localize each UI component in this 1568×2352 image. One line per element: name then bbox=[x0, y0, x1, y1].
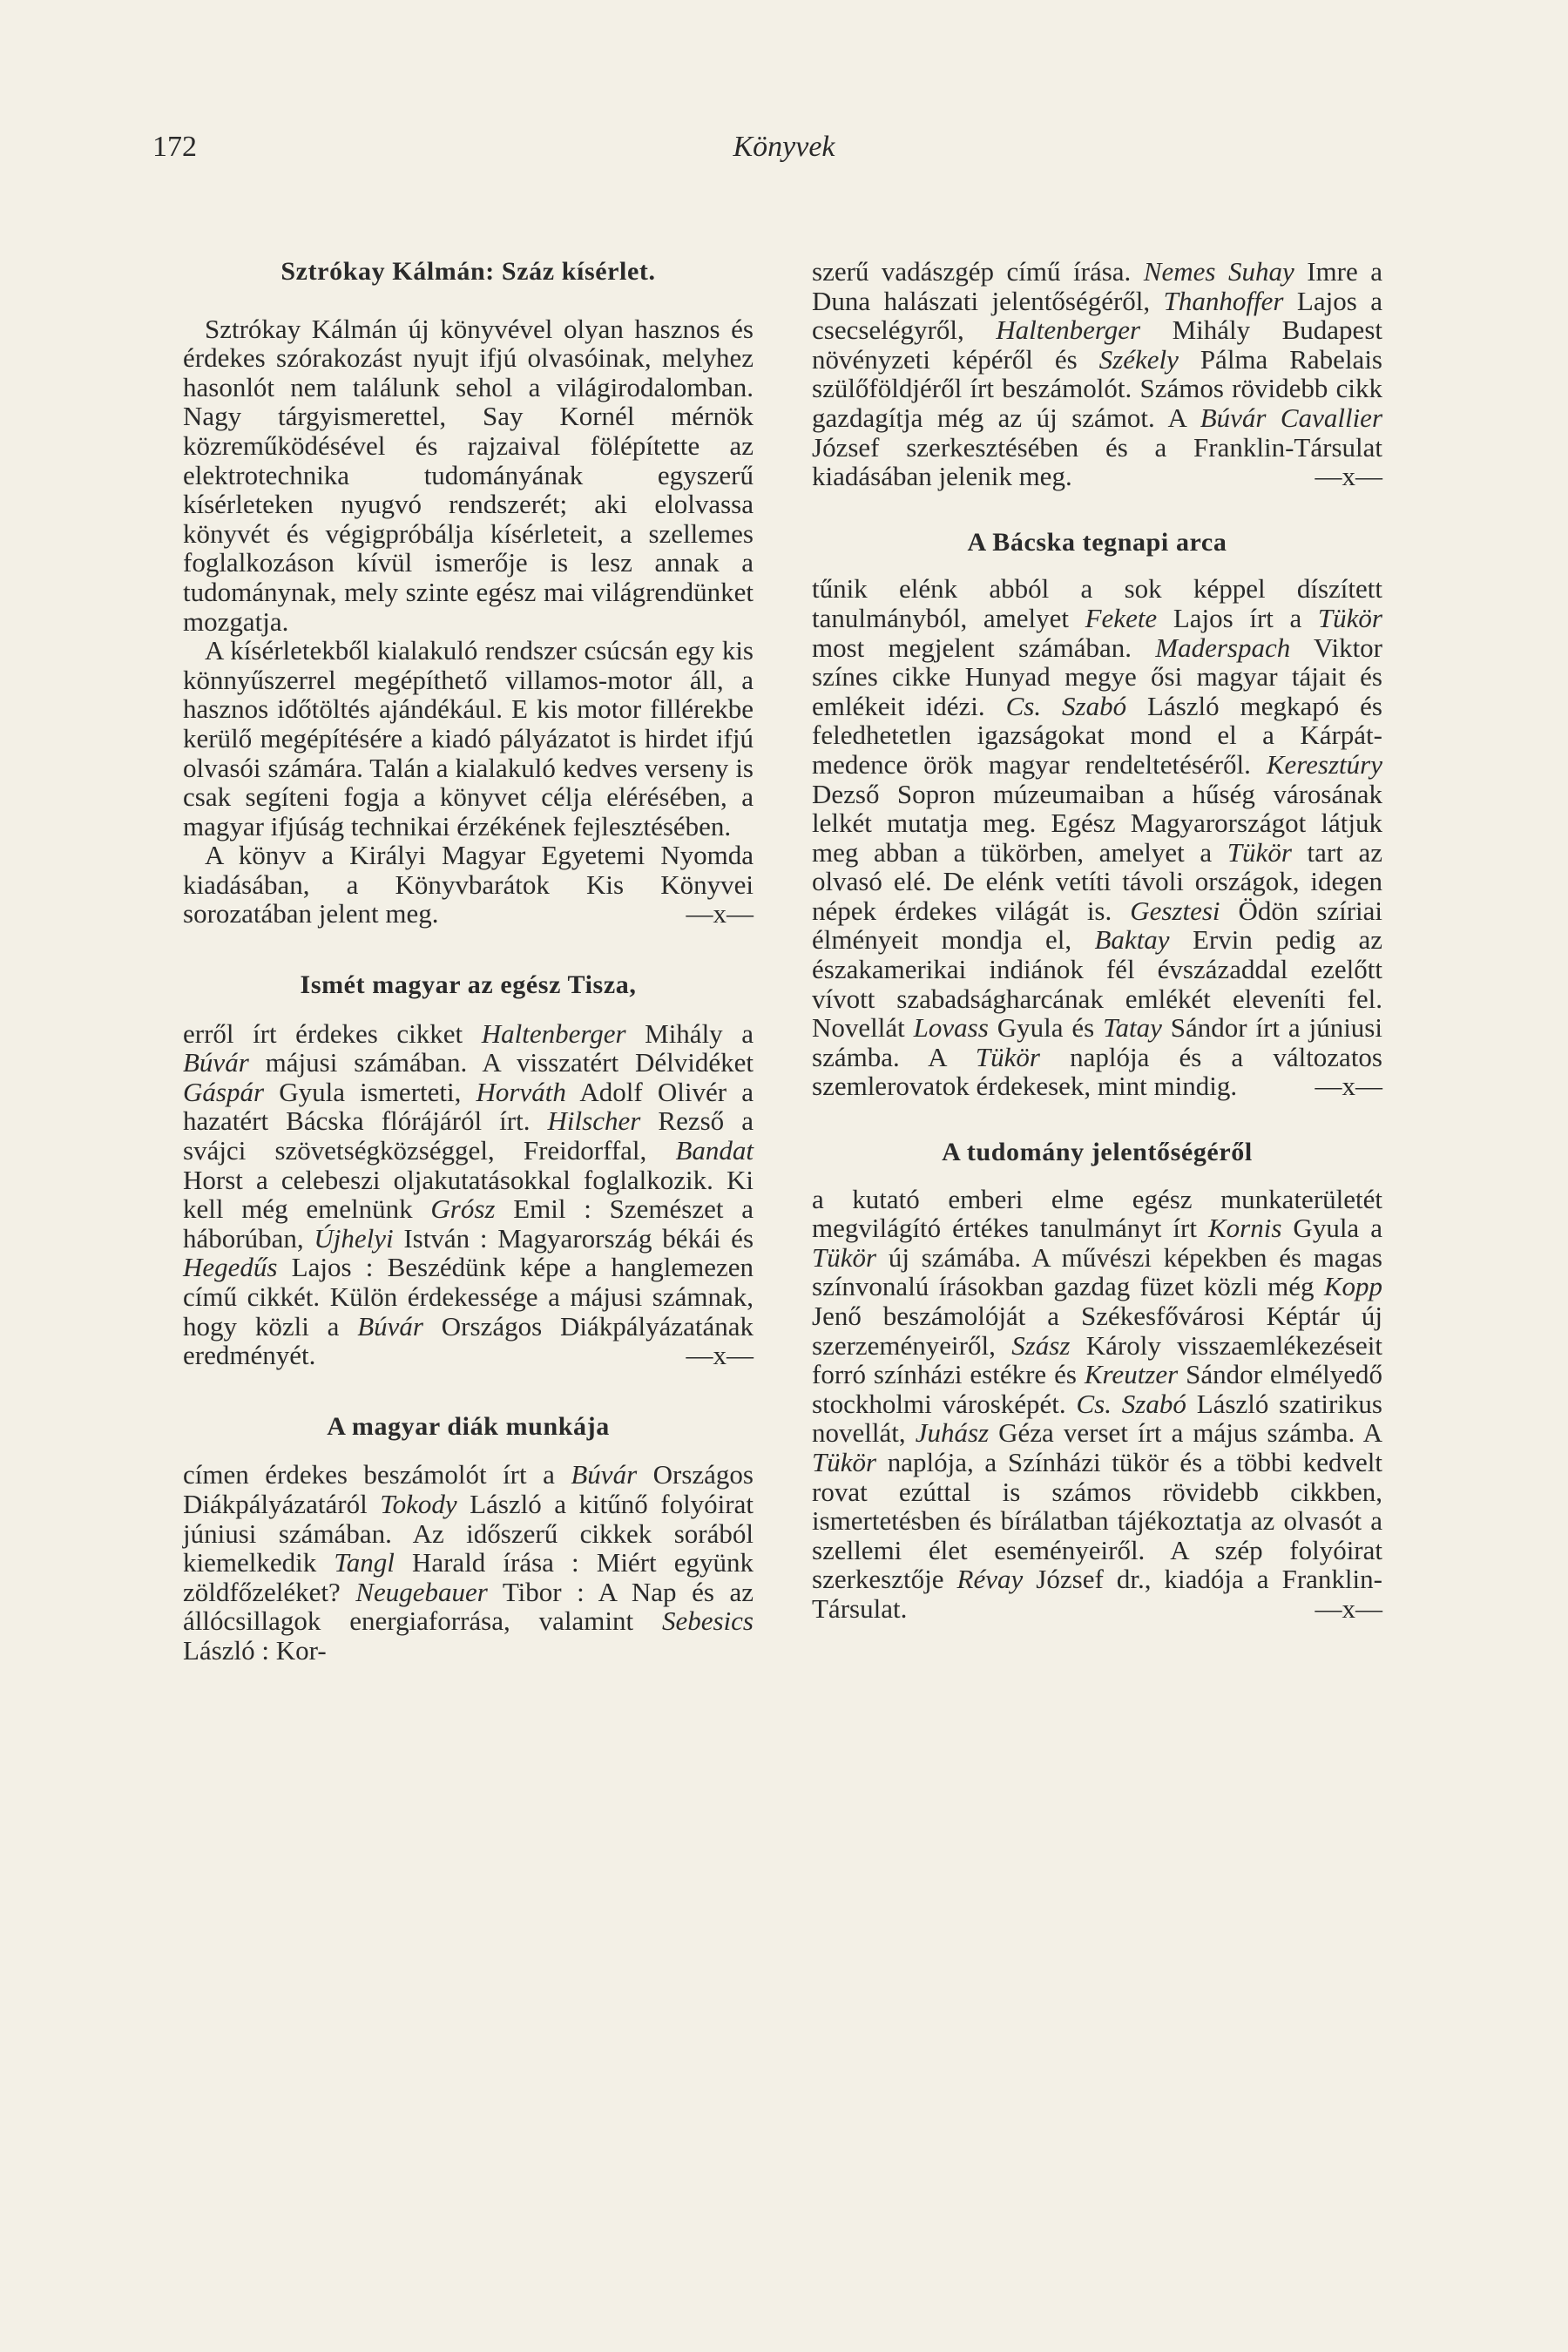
end-mark: —x— bbox=[686, 898, 754, 929]
paragraph: címen érdekes beszámolót írt a Búvár Országos Diákpályázatáról Tokody László a kitűnő folyóirat júniusi számában. Az időszerű cikkek sorából kiemelkedik Tangl Harald írása : Miért együnk zöldfőzeléket? Neugebauer Tibor : A Nap és az állócsillagok energiaforrása, valamint Sebesics László : Kor- bbox=[183, 1459, 754, 1666]
article-title-bacska: A Bácska tegnapi arca bbox=[967, 527, 1227, 557]
right-column bbox=[812, 257, 1382, 1624]
paragraph: szerű vadászgép című írása. Nemes Suhay Imre a Duna halászati jelentőségéről, Thanhoffer Lajos a csecselégyről, Haltenberger Mihály Budapest növényzeti képéről és Székely Pálma Rabelais szülőföldjéről írt beszámolót. Számos rövidebb cikk gazdagítja még az új számot. A Búvár Cavallier József szerkesztésében és a Franklin-Társulat kiadásában jelenik meg. —x— bbox=[812, 256, 1383, 492]
page-number: 172 bbox=[152, 131, 197, 163]
paragraph: erről írt érdekes cikket Haltenberger Mihály a Búvár májusi számában. A visszatért Délvidéket Gáspár Gyula ismerteti, Horváth Adolf Olivér a hazatért Bácska flórájáról írt. Hilscher Rezső a svájci szövetségközséggel, Freidorffal, Bandat Horst a celebeszi oljakutatásokkal foglalkozik. Ki kell még emelnünk Grósz Emil : Szemészet a háborúban, Újhelyi István : Magyarország békái és Hegedűs Lajos : Beszédünk képe a hanglemezen című cikkét. Külön érdekessége a májusi számnak, hogy közli a Búvár Országos Diákpályázatának eredményét. —x— bbox=[183, 1017, 754, 1371]
end-mark: —x— bbox=[1315, 461, 1382, 492]
end-mark: —x— bbox=[1315, 1071, 1382, 1102]
paragraph: A könyv a Királyi Magyar Egyetemi Nyomda kiadásában, a Könyvbarátok Kis Könyvei sorozatában jelent meg. —x— bbox=[183, 840, 754, 929]
paragraph: tűnik elénk abból a sok képpel díszített tanulmányból, amelyet Fekete Lajos írt a Tükör most megjelent számában. Maderspach Viktor színes cikke Hunyad megye ősi magyar tájait és emlékeit idézi. Cs. Szabó László megkapó és feledhetetlen igazságokat mond el a Kárpát-medence örök magyar rendeltetéséről. Keresztúry Dezső Sopron múzeumaiban a hűség városának lelkét mutatja meg. Egész Magyarországot látjuk meg abban a tükörben, amelyet a Tükör tart az olvasó elé. De elénk vetíti távoli országok, idegen népek érdekes világát is. Gesztesi Ödön szíriai élményeit mondja el, Baktay Ervin pedig az északamerikai indiánok fél évszázaddal ezelőtt vívott szabadságharcának emlékét eleveníti fel. Novellát Lovass Gyula és Tatay Sándor írt a júniusi számba. A Tükör naplója és a változatos szemlerovatok érdekesek, mint mindig. —x— bbox=[812, 573, 1383, 1102]
running-title: Könyvek bbox=[733, 131, 835, 163]
article-title-tudomany: A tudomány jelentőségéről bbox=[942, 1138, 1253, 1167]
paragraph: a kutató emberi elme egész munkaterületét megvilágító értékes tanulmányt írt Kornis Gyula a Tükör új számába. A művészi képekben és magas színvonalú írásokban gazdag füzet közli még Kopp Jenő beszámolóját a Székesfővárosi Képtár új szerzeményeiről, Szász Károly visszaemlékezéseit forró színházi estékre és Kreutzer Sándor elmélyedő stockholmi városképét. Cs. Szabó László szatirikus novellát, Juhász Géza verset írt a május számba. A Tükör naplója, a Színházi tükör és a többi kedvelt rovat ezúttal is számos rövidebb cikkben, ismertetésben és bírálatban tájékoztatja az olvasót a szellemi élet eseményeiről. A szép folyóirat szerkesztője Révay József dr., kiadója a Franklin-Társulat. —x— bbox=[812, 1183, 1383, 1624]
article-title-magyar-diak: A magyar diák munkája bbox=[327, 1411, 610, 1441]
page-header bbox=[152, 131, 1416, 174]
article-title-tisza: Ismét magyar az egész Tisza, bbox=[300, 970, 637, 1000]
article-title-szaz-kiserlet: Sztrókay Kálmán: Száz kísérlet. bbox=[280, 257, 656, 286]
left-column bbox=[183, 257, 754, 1666]
end-mark: —x— bbox=[686, 1340, 754, 1371]
end-mark: —x— bbox=[1315, 1592, 1382, 1624]
paragraph: Sztrókay Kálmán új könyvével olyan hasznos és érdekes szórakozást nyujt ifjú olvasóinak, melyhez hasonlót nem találunk sehol a világirodalomban. Nagy tárgyismerettel, Say Kornél mérnök közreműködésével és rajzaival fölépítette az elektrotechnika tudományának egyszerű kísérleteken nyugvó rendszerét; aki elolvassa könyvét és végigpróbálja kísérleteit, a szellemes foglalkozáson kívül ismerője is lesz annak a tudománynak, mely szinte egész mai világrendünket mozgatja. bbox=[183, 313, 754, 637]
paragraph: A kísérletekből kialakuló rendszer csúcsán egy kis könnyűszerrel megépíthető villamos-motor áll, a hasznos időtöltés ajándékául. E kis motor fillérekbe kerülő megépítésére a kiadó pályázatot is hirdet ifjú olvasói számára. Talán a kialakuló kedves verseny is csak segíteni fogja a könyvet célja elérésében, a magyar ifjúság technikai érzékének fejlesztésében. bbox=[183, 635, 754, 841]
